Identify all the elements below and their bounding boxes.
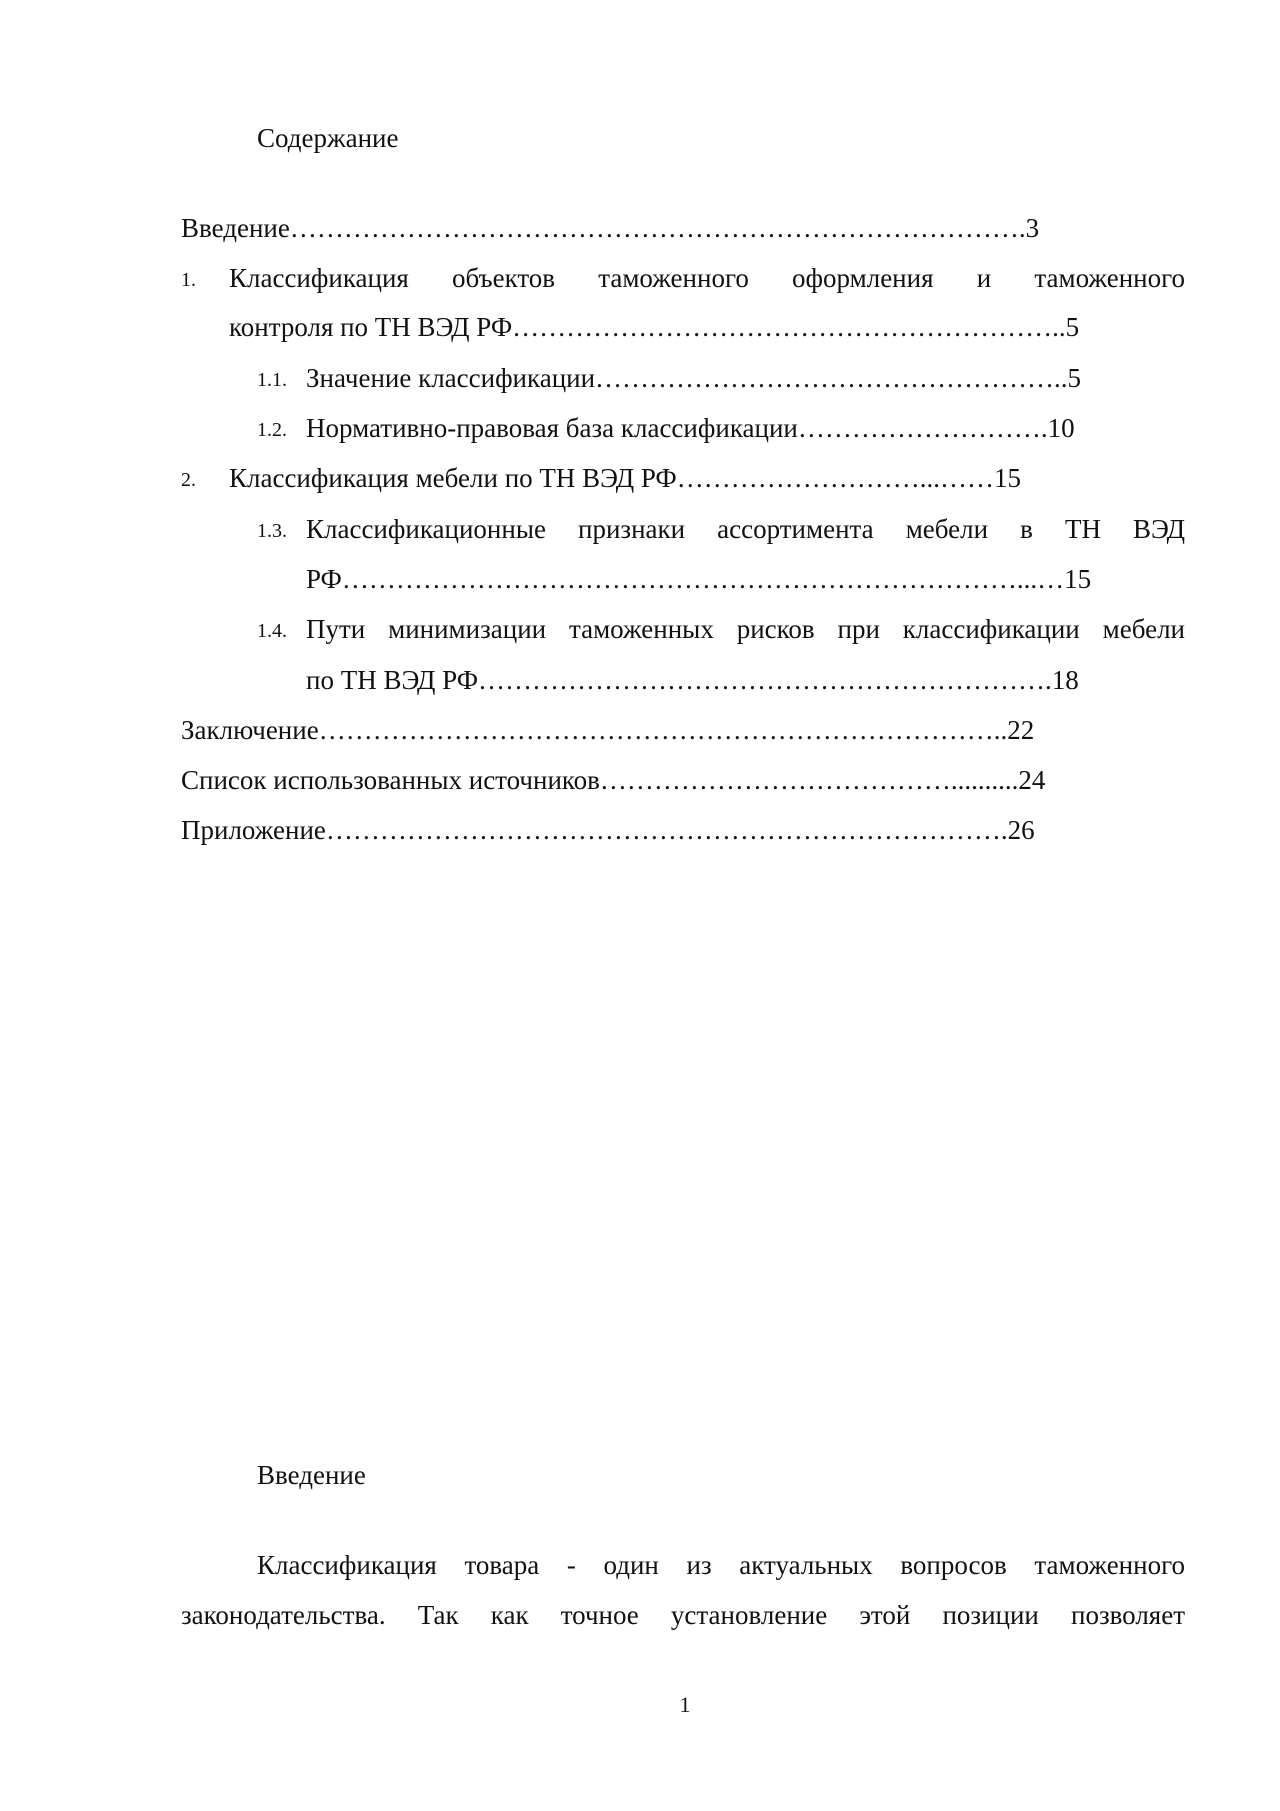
toc-entry-1-line1: Классификация объектов таможенного оформления и таможенного [229,263,1185,293]
toc-entry-1-2: Нормативно-правовая база классификации……………………….10 [306,413,1075,443]
toc-entry-1-4-number: 1.4. [257,620,287,642]
toc-entry-1-4-line2: по ТН ВЭД РФ……………………………………………………….18 [306,665,1079,695]
toc-entry-1-number: 1. [181,269,196,291]
intro-paragraph-line2: законодательства. Так как точное установление этой позиции позволяет [181,1600,1185,1630]
toc-entry-conclusion: Заключение…………………………………………………………………..22 [181,715,1035,745]
intro-heading: Введение [257,1460,366,1490]
toc-heading: Содержание [257,123,399,153]
toc-entry-1-4-line1: Пути минимизации таможенных рисков при классификации мебели [306,614,1185,644]
toc-entry-2-number: 2. [181,469,196,491]
toc-entry-2: Классификация мебели по ТН ВЭД РФ………………………...……15 [229,463,1022,493]
toc-entry-1-3-number: 1.3. [257,520,287,542]
toc-entry-1-3-line1: Классификационные признаки ассортимента мебели в ТН ВЭД [306,514,1185,544]
toc-entry-1-3-line2: РФ…………………………………………………………………...…15 [306,564,1092,594]
toc-entry-intro: Введение……………………………………………………………………….3 [181,213,1040,243]
toc-entry-appendix: Приложение………………………………………………………………….26 [181,815,1035,845]
page-number: 1 [679,1692,691,1717]
toc-entry-1-1: Значение классификации……………………………………………..5 [306,363,1082,393]
toc-entry-1-1-number: 1.1. [257,369,287,391]
toc-entry-1-2-number: 1.2. [257,419,287,441]
toc-entry-1-line2: контроля по ТН ВЭД РФ……………………………………………………..5 [229,312,1080,342]
toc-entry-sources: Список использованных источников…………………………………..........24 [181,765,1046,795]
intro-paragraph-line1: Классификация товара - один из актуальных вопросов таможенного [257,1550,1185,1580]
